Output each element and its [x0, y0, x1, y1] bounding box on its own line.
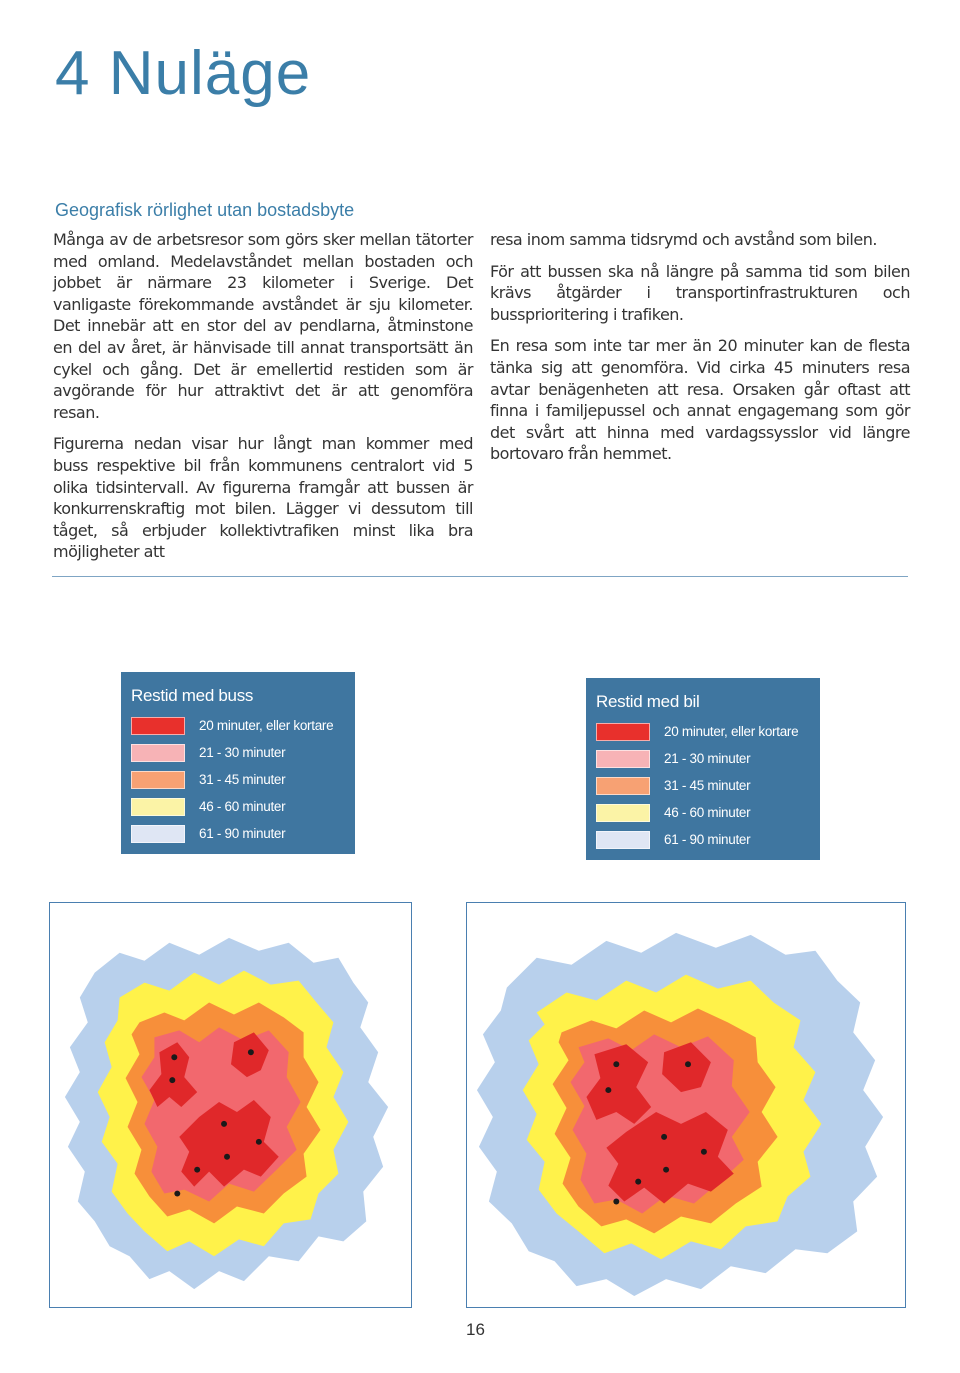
legend-swatch: [131, 825, 185, 843]
horizontal-divider: [52, 576, 908, 577]
legend-swatch: [596, 777, 650, 795]
map-car-graphic: [467, 903, 905, 1307]
map-marker: [171, 1054, 177, 1060]
legend-row: [596, 772, 810, 799]
map-marker: [194, 1167, 200, 1173]
map-car: [466, 902, 906, 1308]
left-text-column: [53, 229, 473, 573]
paragraph: Figurerna nedan visar hur långt man kommer med buss respektive bil från kommunens centralort vid 5 olika tidsintervall. Av figurerna framgår att bussen är konkurrenskraftig mot bilen. Lägger vi dessutom till tåget, så erbjuder kollektivtrafiken minst lika bra möjligheter att: [53, 434, 473, 562]
legend-title: Restid med buss: [131, 686, 254, 705]
paragraph: Många av de arbetsresor som görs sker mellan tätorter med omland. Medelavståndet mellan bostaden och jobbet är närmare 23 kilometer i Sverige. Det vanligaste förekommande avståndet är sju kilometer. Det innebär att en stor del av pendlarna, åtminstone en del av året, är hänvisade till annat transportsätt än cykel och gång. Det är emellertid restiden som är avgörande för hur attraktivt det är att genomföra resan.: [53, 230, 473, 422]
map-marker: [256, 1139, 262, 1145]
map-marker: [605, 1087, 611, 1093]
page-number: 16: [466, 1320, 485, 1339]
map-marker: [663, 1167, 669, 1173]
legend-row: [131, 739, 345, 766]
legend-label: 61 - 90 minuter: [664, 832, 751, 847]
legend-label: 20 minuter, eller kortare: [199, 718, 334, 733]
legend-car: [586, 678, 820, 860]
legend-label: 31 - 45 minuter: [199, 772, 286, 787]
legend-swatch: [596, 750, 650, 768]
map-marker: [613, 1199, 619, 1205]
legend-swatch: [596, 723, 650, 741]
map-marker: [174, 1191, 180, 1197]
legend-label: 21 - 30 minuter: [664, 751, 751, 766]
legend-label: 31 - 45 minuter: [664, 778, 751, 793]
legend-label: 46 - 60 minuter: [664, 805, 751, 820]
legend-swatch: [596, 831, 650, 849]
legend-swatch: [131, 798, 185, 816]
legend-label: 46 - 60 minuter: [199, 799, 286, 814]
map-marker: [635, 1179, 641, 1185]
legend-swatch: [131, 717, 185, 735]
legend-row: [131, 793, 345, 820]
chapter-title: 4 Nuläge: [55, 39, 312, 108]
map-marker: [224, 1154, 230, 1160]
legend-label: 61 - 90 minuter: [199, 826, 286, 841]
legend-swatch: [596, 804, 650, 822]
legend-row: [131, 712, 345, 739]
paragraph: resa inom samma tidsrymd och avstånd som bilen.: [490, 230, 877, 249]
legend-bus: [121, 672, 355, 854]
map-marker: [169, 1077, 175, 1083]
legend-row: [596, 718, 810, 745]
right-text-column: [490, 229, 910, 475]
map-marker: [661, 1134, 667, 1140]
map-marker: [248, 1049, 254, 1055]
section-heading: Geografisk rörlighet utan bostadsbyte: [55, 200, 355, 220]
legend-row: [131, 766, 345, 793]
legend-title: Restid med bil: [596, 692, 700, 711]
legend-row: [131, 820, 345, 847]
map-marker: [685, 1061, 691, 1067]
map-bus: [49, 902, 412, 1308]
map-marker: [613, 1061, 619, 1067]
map-marker: [701, 1149, 707, 1155]
legend-swatch: [131, 744, 185, 762]
map-marker: [221, 1121, 227, 1127]
legend-swatch: [131, 771, 185, 789]
legend-row: [596, 799, 810, 826]
paragraph: En resa som inte tar mer än 20 minuter kan de flesta tänka sig att genomföra. Vid cirka 45 minuters resa avtar benägenheten att resa. Orsaken går oftast att finna i familjepussel och annat engagemang som gör det svårt att hinna med vardagssysslor vid längre bortovaro från hemmet.: [490, 336, 910, 464]
paragraph: För att bussen ska nå längre på samma tid som bilen krävs åtgärder i transportinfrastrukturen och bussprioritering i trafiken.: [490, 261, 910, 324]
map-bus-graphic: [50, 903, 411, 1307]
legend-row: [596, 826, 810, 853]
legend-label: 21 - 30 minuter: [199, 745, 286, 760]
legend-label: 20 minuter, eller kortare: [664, 724, 799, 739]
legend-row: [596, 745, 810, 772]
